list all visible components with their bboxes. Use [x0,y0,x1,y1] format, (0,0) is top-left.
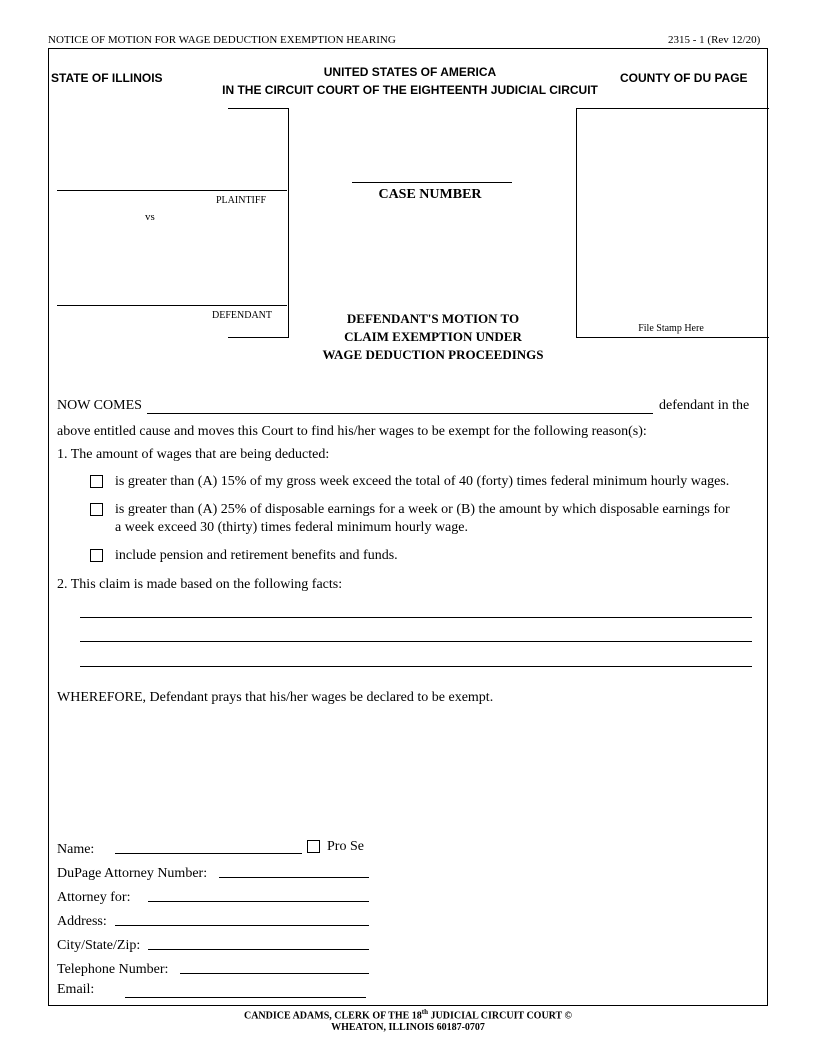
country-label: UNITED STATES OF AMERICA [323,65,497,79]
county-label: COUNTY OF DU PAGE [620,71,748,85]
defendant-in-the-label: defendant in the [659,398,750,413]
option-3-checkbox[interactable] [90,549,103,562]
plaintiff-line[interactable] [57,190,287,191]
pro-se-checkbox[interactable] [307,840,320,853]
item-1-text: 1. The amount of wages that are being deducted: [57,447,330,462]
state-label: STATE OF ILLINOIS [51,71,163,85]
motion-title-line3: WAGE DEDUCTION PROCEEDINGS [322,347,544,362]
option-2-checkbox[interactable] [90,503,103,516]
footer-clerk [48,1008,768,1021]
pro-se-label: Pro Se [327,839,364,854]
option-1-text: is greater than (A) 15% of my gross week exceed the total of 40 (forty) times federal minimum hourly wages. [115,474,730,489]
attorney-number-label: DuPage Attorney Number: [57,866,208,881]
motion-title-line2: CLAIM EXEMPTION UNDER [344,329,522,344]
form-title: NOTICE OF MOTION FOR WAGE DEDUCTION EXEMPTION HEARING [48,34,396,46]
circuit-label: IN THE CIRCUIT COURT OF THE EIGHTEENTH JUDICIAL CIRCUIT [222,83,598,97]
email-field[interactable] [125,997,366,998]
defendant-label: DEFENDANT [212,310,272,321]
facts-line-3[interactable] [80,666,752,667]
telephone-label: Telephone Number: [57,962,169,977]
caption-bottom-line [228,337,289,338]
footer-address: WHEATON, ILLINOIS 60187-0707 [331,1022,485,1033]
form-number: 2315 - 1 (Rev 12/20) [668,34,761,46]
option-2-text-line1: is greater than (A) 25% of disposable earnings for a week or (B) the amount by which disposable earnings for [115,502,730,517]
footer-clerk-suffix: JUDICIAL CIRCUIT COURT © [428,1010,573,1022]
name-label: Name: [57,842,95,857]
attorney-for-label: Attorney for: [57,890,131,905]
option-2-text-line2: a week exceed 30 (thirty) times federal minimum hourly wage. [115,520,468,535]
case-number-line[interactable] [352,182,512,183]
item-2-text: 2. This claim is made based on the following facts: [57,577,343,592]
now-comes-label: NOW COMES [57,398,142,413]
motion-title [290,310,576,364]
name-field[interactable] [115,853,302,854]
option-1-checkbox[interactable] [90,475,103,488]
option-3-text: include pension and retirement benefits and funds. [115,548,398,563]
caption-right-line [288,108,289,337]
caption-top-line [228,108,288,109]
telephone-field[interactable] [180,973,369,974]
plaintiff-label: PLAINTIFF [216,195,267,206]
intro-text: above entitled cause and moves this Court to find his/her wages to be exempt for the following reason(s): [57,424,647,439]
motion-title-line1: DEFENDANT'S MOTION TO [346,311,520,326]
attorney-for-field[interactable] [148,901,369,902]
footer-clerk-prefix: CANDICE ADAMS, CLERK OF THE 18 [243,1010,422,1022]
wherefore-text: WHEREFORE, Defendant prays that his/her wages be declared to be exempt. [57,690,494,705]
defendant-name-field[interactable] [147,413,653,414]
facts-line-2[interactable] [80,641,752,642]
file-stamp-box [576,108,769,338]
city-state-zip-field[interactable] [148,949,369,950]
address-field[interactable] [115,925,369,926]
file-stamp-label: File Stamp Here [638,323,704,334]
city-state-zip-label: City/State/Zip: [57,938,141,953]
email-label: Email: [57,982,95,997]
facts-line-1[interactable] [80,617,752,618]
vs-label: vs [145,211,155,223]
case-number-label: CASE NUMBER [378,187,482,202]
footer-clerk-sup: th [421,1008,429,1016]
defendant-line[interactable] [57,305,287,306]
address-label: Address: [57,914,107,929]
attorney-number-field[interactable] [219,877,369,878]
